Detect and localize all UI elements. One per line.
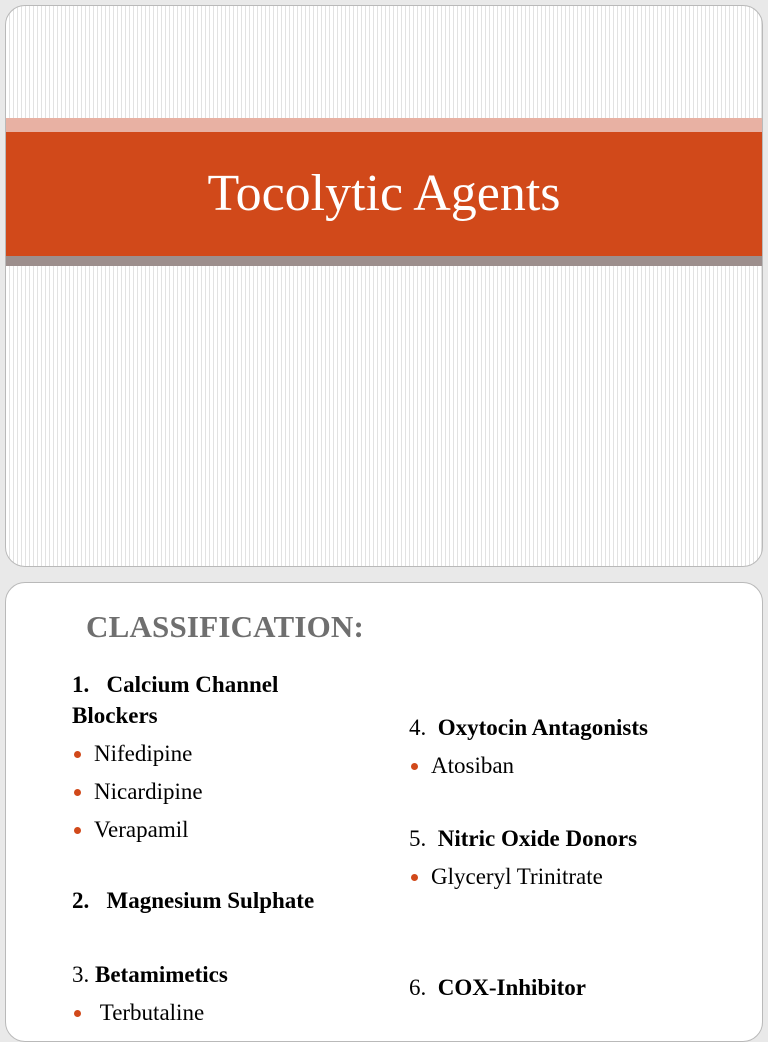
group-name: Calcium Channel Blockers: [72, 672, 279, 728]
group-number: 4.: [409, 715, 427, 740]
title-band-bottom: [6, 256, 762, 266]
list-item: [72, 773, 342, 811]
group-number: 6.: [409, 975, 427, 1000]
class-group-magnesium-sulphate: [72, 885, 372, 916]
item-label: Glyceryl Trinitrate: [431, 864, 603, 889]
group-name: Oxytocin Antagonists: [437, 715, 648, 740]
bullet-icon: [74, 1010, 81, 1017]
group-name: Nitric Oxide Donors: [437, 826, 638, 851]
group-heading: [409, 712, 739, 743]
list-item: [409, 747, 739, 785]
list-item: [409, 858, 739, 896]
list-item: [72, 735, 342, 773]
group-heading: [409, 972, 739, 1003]
item-label: Nicardipine: [94, 779, 203, 804]
slide-title: Tocolytic Agents: [207, 165, 561, 222]
classification-heading: CLASSIFICATION:: [86, 609, 365, 644]
list-item: [72, 811, 342, 849]
group-name: COX-Inhibitor: [437, 975, 586, 1000]
classification-slide: [5, 582, 763, 1042]
item-label: Terbutaline: [99, 1000, 205, 1025]
group-number: 2.: [72, 888, 90, 913]
list-item: [72, 994, 372, 1032]
class-group-cox-inhibitor: [409, 972, 739, 1003]
group-name: Magnesium Sulphate: [106, 888, 315, 913]
item-label: Nifedipine: [94, 741, 193, 766]
bullet-icon: [74, 751, 81, 758]
group-heading: [72, 959, 372, 990]
group-heading: [72, 885, 372, 916]
item-label: Verapamil: [94, 817, 189, 842]
class-group-nitric-oxide-donors: [409, 823, 739, 896]
group-heading: [409, 823, 739, 854]
group-number: 1.: [72, 672, 90, 697]
group-name: Betamimetics: [95, 962, 228, 987]
title-band-top: [6, 118, 762, 132]
group-heading: [72, 669, 342, 731]
group-number: 5.: [409, 826, 427, 851]
bullet-icon: [74, 789, 81, 796]
bullet-icon: [411, 874, 418, 881]
group-items: [409, 858, 739, 896]
group-items: [409, 747, 739, 785]
bullet-icon: [74, 827, 81, 834]
group-items: [72, 994, 372, 1032]
class-group-calcium-channel-blockers: [72, 669, 342, 849]
group-items: [72, 735, 342, 849]
group-number: 3.: [72, 962, 90, 987]
item-label: Atosiban: [431, 753, 515, 778]
title-slide: [5, 5, 763, 567]
bullet-icon: [411, 763, 418, 770]
class-group-betamimetics: [72, 959, 372, 1032]
class-group-oxytocin-antagonists: [409, 712, 739, 785]
